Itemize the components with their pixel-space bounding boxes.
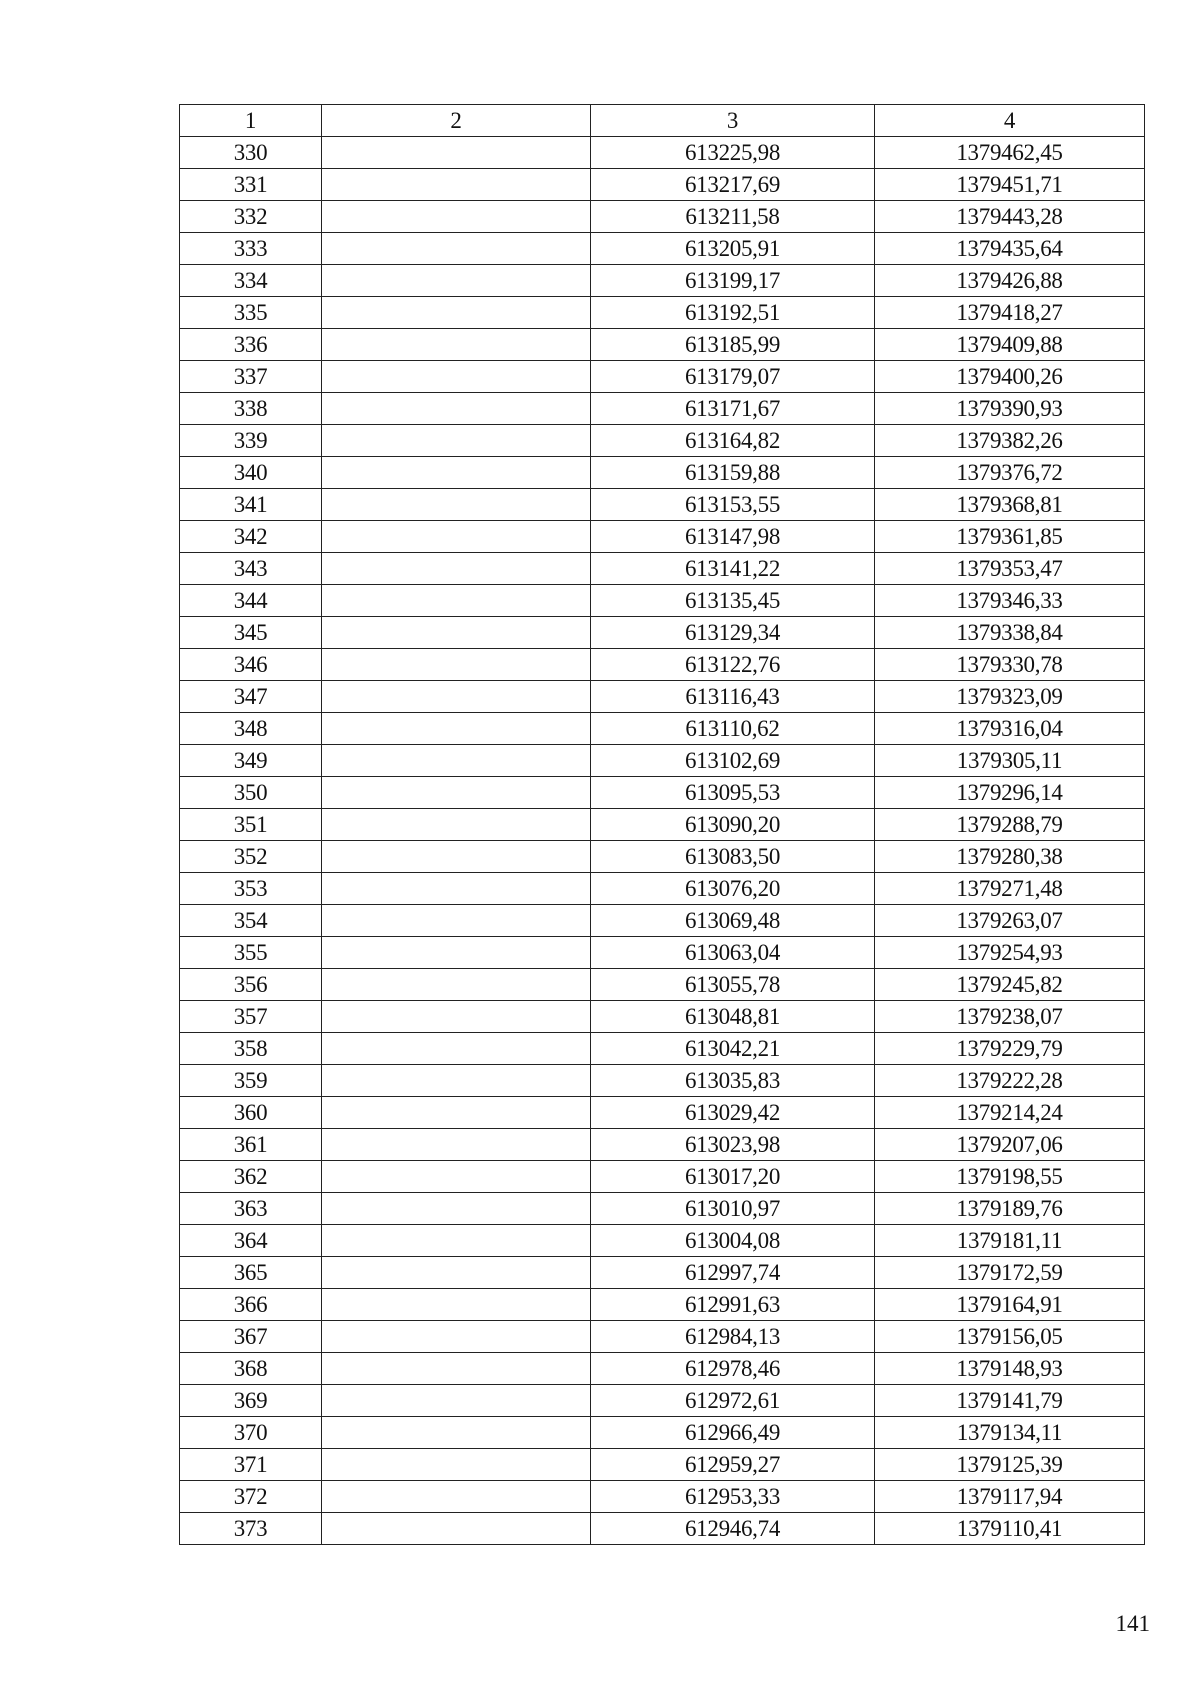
cell-x-coordinate: 613171,67 xyxy=(591,393,875,425)
cell-x-coordinate: 613069,48 xyxy=(591,905,875,937)
cell-x-coordinate: 613192,51 xyxy=(591,297,875,329)
cell-description xyxy=(322,1513,591,1545)
cell-x-coordinate: 613102,69 xyxy=(591,745,875,777)
table-row xyxy=(180,617,1145,649)
cell-point-number: 368 xyxy=(180,1353,322,1385)
table-row xyxy=(180,937,1145,969)
cell-description xyxy=(322,393,591,425)
cell-point-number: 344 xyxy=(180,585,322,617)
cell-y-coordinate: 1379323,09 xyxy=(875,681,1145,713)
table-body xyxy=(180,137,1145,1545)
cell-y-coordinate: 1379305,11 xyxy=(875,745,1145,777)
cell-description xyxy=(322,489,591,521)
cell-description xyxy=(322,265,591,297)
cell-description xyxy=(322,233,591,265)
cell-point-number: 354 xyxy=(180,905,322,937)
table-row xyxy=(180,1257,1145,1289)
cell-y-coordinate: 1379164,91 xyxy=(875,1289,1145,1321)
cell-description xyxy=(322,1065,591,1097)
cell-x-coordinate: 613217,69 xyxy=(591,169,875,201)
cell-x-coordinate: 613010,97 xyxy=(591,1193,875,1225)
cell-x-coordinate: 613048,81 xyxy=(591,1001,875,1033)
cell-x-coordinate: 613141,22 xyxy=(591,553,875,585)
cell-description xyxy=(322,649,591,681)
cell-y-coordinate: 1379214,24 xyxy=(875,1097,1145,1129)
cell-point-number: 360 xyxy=(180,1097,322,1129)
cell-y-coordinate: 1379271,48 xyxy=(875,873,1145,905)
cell-y-coordinate: 1379368,81 xyxy=(875,489,1145,521)
cell-point-number: 339 xyxy=(180,425,322,457)
cell-point-number: 369 xyxy=(180,1385,322,1417)
cell-y-coordinate: 1379280,38 xyxy=(875,841,1145,873)
cell-y-coordinate: 1379330,78 xyxy=(875,649,1145,681)
cell-x-coordinate: 613164,82 xyxy=(591,425,875,457)
table-header xyxy=(180,105,1145,137)
cell-y-coordinate: 1379254,93 xyxy=(875,937,1145,969)
cell-description xyxy=(322,1289,591,1321)
cell-y-coordinate: 1379443,28 xyxy=(875,201,1145,233)
cell-x-coordinate: 613199,17 xyxy=(591,265,875,297)
cell-y-coordinate: 1379198,55 xyxy=(875,1161,1145,1193)
cell-point-number: 338 xyxy=(180,393,322,425)
cell-x-coordinate: 612966,49 xyxy=(591,1417,875,1449)
cell-description xyxy=(322,1225,591,1257)
cell-point-number: 345 xyxy=(180,617,322,649)
table-row xyxy=(180,1449,1145,1481)
cell-y-coordinate: 1379400,26 xyxy=(875,361,1145,393)
column-header-x-coordinate: 3 xyxy=(591,105,875,137)
cell-point-number: 335 xyxy=(180,297,322,329)
cell-description xyxy=(322,1257,591,1289)
cell-point-number: 370 xyxy=(180,1417,322,1449)
cell-x-coordinate: 613090,20 xyxy=(591,809,875,841)
cell-y-coordinate: 1379222,28 xyxy=(875,1065,1145,1097)
cell-point-number: 334 xyxy=(180,265,322,297)
cell-description xyxy=(322,1001,591,1033)
cell-point-number: 330 xyxy=(180,137,322,169)
cell-description xyxy=(322,1033,591,1065)
cell-y-coordinate: 1379451,71 xyxy=(875,169,1145,201)
cell-y-coordinate: 1379382,26 xyxy=(875,425,1145,457)
cell-y-coordinate: 1379117,94 xyxy=(875,1481,1145,1513)
cell-point-number: 353 xyxy=(180,873,322,905)
table-row xyxy=(180,1289,1145,1321)
table-row xyxy=(180,329,1145,361)
cell-point-number: 333 xyxy=(180,233,322,265)
cell-description xyxy=(322,681,591,713)
table-row xyxy=(180,361,1145,393)
table-row xyxy=(180,745,1145,777)
cell-x-coordinate: 613179,07 xyxy=(591,361,875,393)
cell-description xyxy=(322,1321,591,1353)
cell-y-coordinate: 1379316,04 xyxy=(875,713,1145,745)
table-row xyxy=(180,297,1145,329)
table-row xyxy=(180,521,1145,553)
table-row xyxy=(180,1065,1145,1097)
cell-x-coordinate: 613055,78 xyxy=(591,969,875,1001)
cell-point-number: 351 xyxy=(180,809,322,841)
cell-point-number: 366 xyxy=(180,1289,322,1321)
cell-y-coordinate: 1379462,45 xyxy=(875,137,1145,169)
table-row xyxy=(180,553,1145,585)
cell-description xyxy=(322,1449,591,1481)
cell-y-coordinate: 1379263,07 xyxy=(875,905,1145,937)
cell-y-coordinate: 1379361,85 xyxy=(875,521,1145,553)
cell-point-number: 357 xyxy=(180,1001,322,1033)
cell-x-coordinate: 613110,62 xyxy=(591,713,875,745)
cell-y-coordinate: 1379296,14 xyxy=(875,777,1145,809)
table-row xyxy=(180,969,1145,1001)
cell-description xyxy=(322,169,591,201)
cell-x-coordinate: 613004,08 xyxy=(591,1225,875,1257)
cell-description xyxy=(322,457,591,489)
cell-x-coordinate: 613116,43 xyxy=(591,681,875,713)
cell-description xyxy=(322,553,591,585)
cell-point-number: 372 xyxy=(180,1481,322,1513)
table-row xyxy=(180,233,1145,265)
cell-y-coordinate: 1379409,88 xyxy=(875,329,1145,361)
cell-y-coordinate: 1379238,07 xyxy=(875,1001,1145,1033)
cell-y-coordinate: 1379338,84 xyxy=(875,617,1145,649)
cell-point-number: 342 xyxy=(180,521,322,553)
cell-description xyxy=(322,777,591,809)
table-row xyxy=(180,777,1145,809)
cell-x-coordinate: 613225,98 xyxy=(591,137,875,169)
cell-description xyxy=(322,1193,591,1225)
table-row xyxy=(180,1513,1145,1545)
cell-point-number: 350 xyxy=(180,777,322,809)
table-row xyxy=(180,1385,1145,1417)
cell-y-coordinate: 1379156,05 xyxy=(875,1321,1145,1353)
table-row xyxy=(180,393,1145,425)
cell-description xyxy=(322,201,591,233)
cell-description xyxy=(322,137,591,169)
table-row xyxy=(180,649,1145,681)
cell-x-coordinate: 613147,98 xyxy=(591,521,875,553)
cell-y-coordinate: 1379141,79 xyxy=(875,1385,1145,1417)
cell-x-coordinate: 613185,99 xyxy=(591,329,875,361)
cell-x-coordinate: 613023,98 xyxy=(591,1129,875,1161)
table-row xyxy=(180,201,1145,233)
table-row xyxy=(180,1321,1145,1353)
cell-description xyxy=(322,361,591,393)
cell-description xyxy=(322,521,591,553)
table-row xyxy=(180,905,1145,937)
cell-description xyxy=(322,905,591,937)
table-row xyxy=(180,1193,1145,1225)
cell-point-number: 331 xyxy=(180,169,322,201)
table-row xyxy=(180,489,1145,521)
cell-x-coordinate: 612953,33 xyxy=(591,1481,875,1513)
cell-point-number: 365 xyxy=(180,1257,322,1289)
cell-point-number: 361 xyxy=(180,1129,322,1161)
cell-y-coordinate: 1379418,27 xyxy=(875,297,1145,329)
cell-x-coordinate: 613083,50 xyxy=(591,841,875,873)
cell-x-coordinate: 612984,13 xyxy=(591,1321,875,1353)
cell-point-number: 348 xyxy=(180,713,322,745)
cell-x-coordinate: 613211,58 xyxy=(591,201,875,233)
table-row xyxy=(180,1033,1145,1065)
cell-description xyxy=(322,329,591,361)
cell-description xyxy=(322,745,591,777)
cell-description xyxy=(322,297,591,329)
cell-x-coordinate: 613122,76 xyxy=(591,649,875,681)
page-number: 141 xyxy=(1115,1611,1150,1636)
table-row xyxy=(180,137,1145,169)
table-row xyxy=(180,1225,1145,1257)
cell-x-coordinate: 612997,74 xyxy=(591,1257,875,1289)
column-header-point-number: 1 xyxy=(180,105,322,137)
cell-point-number: 359 xyxy=(180,1065,322,1097)
table-row xyxy=(180,681,1145,713)
cell-y-coordinate: 1379353,47 xyxy=(875,553,1145,585)
table-row xyxy=(180,1481,1145,1513)
cell-point-number: 364 xyxy=(180,1225,322,1257)
cell-x-coordinate: 613017,20 xyxy=(591,1161,875,1193)
cell-y-coordinate: 1379148,93 xyxy=(875,1353,1145,1385)
cell-point-number: 341 xyxy=(180,489,322,521)
table-row xyxy=(180,1097,1145,1129)
cell-description xyxy=(322,937,591,969)
cell-point-number: 337 xyxy=(180,361,322,393)
cell-description xyxy=(322,969,591,1001)
column-header-description: 2 xyxy=(322,105,591,137)
cell-x-coordinate: 612978,46 xyxy=(591,1353,875,1385)
cell-y-coordinate: 1379288,79 xyxy=(875,809,1145,841)
cell-description xyxy=(322,1385,591,1417)
cell-x-coordinate: 612946,74 xyxy=(591,1513,875,1545)
cell-x-coordinate: 613153,55 xyxy=(591,489,875,521)
cell-x-coordinate: 613035,83 xyxy=(591,1065,875,1097)
cell-y-coordinate: 1379229,79 xyxy=(875,1033,1145,1065)
cell-description xyxy=(322,809,591,841)
cell-point-number: 373 xyxy=(180,1513,322,1545)
cell-point-number: 336 xyxy=(180,329,322,361)
cell-point-number: 343 xyxy=(180,553,322,585)
table-row xyxy=(180,873,1145,905)
cell-y-coordinate: 1379390,93 xyxy=(875,393,1145,425)
cell-point-number: 340 xyxy=(180,457,322,489)
cell-x-coordinate: 612991,63 xyxy=(591,1289,875,1321)
cell-point-number: 362 xyxy=(180,1161,322,1193)
table-row xyxy=(180,1161,1145,1193)
table-row xyxy=(180,1417,1145,1449)
cell-x-coordinate: 613063,04 xyxy=(591,937,875,969)
cell-point-number: 349 xyxy=(180,745,322,777)
cell-point-number: 347 xyxy=(180,681,322,713)
table-row xyxy=(180,425,1145,457)
cell-x-coordinate: 613095,53 xyxy=(591,777,875,809)
cell-description xyxy=(322,713,591,745)
coordinates-table xyxy=(179,104,1145,1545)
cell-point-number: 355 xyxy=(180,937,322,969)
cell-x-coordinate: 613135,45 xyxy=(591,585,875,617)
cell-description xyxy=(322,1417,591,1449)
cell-y-coordinate: 1379189,76 xyxy=(875,1193,1145,1225)
cell-x-coordinate: 613205,91 xyxy=(591,233,875,265)
cell-x-coordinate: 612959,27 xyxy=(591,1449,875,1481)
cell-point-number: 371 xyxy=(180,1449,322,1481)
cell-point-number: 332 xyxy=(180,201,322,233)
table-row xyxy=(180,841,1145,873)
cell-point-number: 352 xyxy=(180,841,322,873)
cell-y-coordinate: 1379346,33 xyxy=(875,585,1145,617)
cell-description xyxy=(322,841,591,873)
cell-x-coordinate: 613042,21 xyxy=(591,1033,875,1065)
table-row xyxy=(180,585,1145,617)
cell-point-number: 363 xyxy=(180,1193,322,1225)
cell-point-number: 367 xyxy=(180,1321,322,1353)
cell-point-number: 358 xyxy=(180,1033,322,1065)
cell-x-coordinate: 613029,42 xyxy=(591,1097,875,1129)
cell-y-coordinate: 1379134,11 xyxy=(875,1417,1145,1449)
cell-description xyxy=(322,1161,591,1193)
cell-y-coordinate: 1379426,88 xyxy=(875,265,1145,297)
cell-x-coordinate: 612972,61 xyxy=(591,1385,875,1417)
cell-x-coordinate: 613129,34 xyxy=(591,617,875,649)
cell-point-number: 356 xyxy=(180,969,322,1001)
cell-x-coordinate: 613076,20 xyxy=(591,873,875,905)
table-row xyxy=(180,265,1145,297)
cell-y-coordinate: 1379125,39 xyxy=(875,1449,1145,1481)
cell-x-coordinate: 613159,88 xyxy=(591,457,875,489)
cell-description xyxy=(322,1481,591,1513)
table-row xyxy=(180,809,1145,841)
cell-y-coordinate: 1379172,59 xyxy=(875,1257,1145,1289)
cell-y-coordinate: 1379207,06 xyxy=(875,1129,1145,1161)
table-row xyxy=(180,1001,1145,1033)
cell-description xyxy=(322,1097,591,1129)
table-row xyxy=(180,457,1145,489)
table-row xyxy=(180,1353,1145,1385)
cell-point-number: 346 xyxy=(180,649,322,681)
cell-y-coordinate: 1379245,82 xyxy=(875,969,1145,1001)
table-row xyxy=(180,713,1145,745)
cell-description xyxy=(322,1129,591,1161)
header-row xyxy=(180,105,1145,137)
cell-description xyxy=(322,1353,591,1385)
cell-description xyxy=(322,425,591,457)
table-row xyxy=(180,169,1145,201)
cell-y-coordinate: 1379110,41 xyxy=(875,1513,1145,1545)
cell-y-coordinate: 1379435,64 xyxy=(875,233,1145,265)
cell-y-coordinate: 1379376,72 xyxy=(875,457,1145,489)
table-row xyxy=(180,1129,1145,1161)
cell-description xyxy=(322,585,591,617)
cell-description xyxy=(322,617,591,649)
cell-description xyxy=(322,873,591,905)
cell-y-coordinate: 1379181,11 xyxy=(875,1225,1145,1257)
column-header-y-coordinate: 4 xyxy=(875,105,1145,137)
